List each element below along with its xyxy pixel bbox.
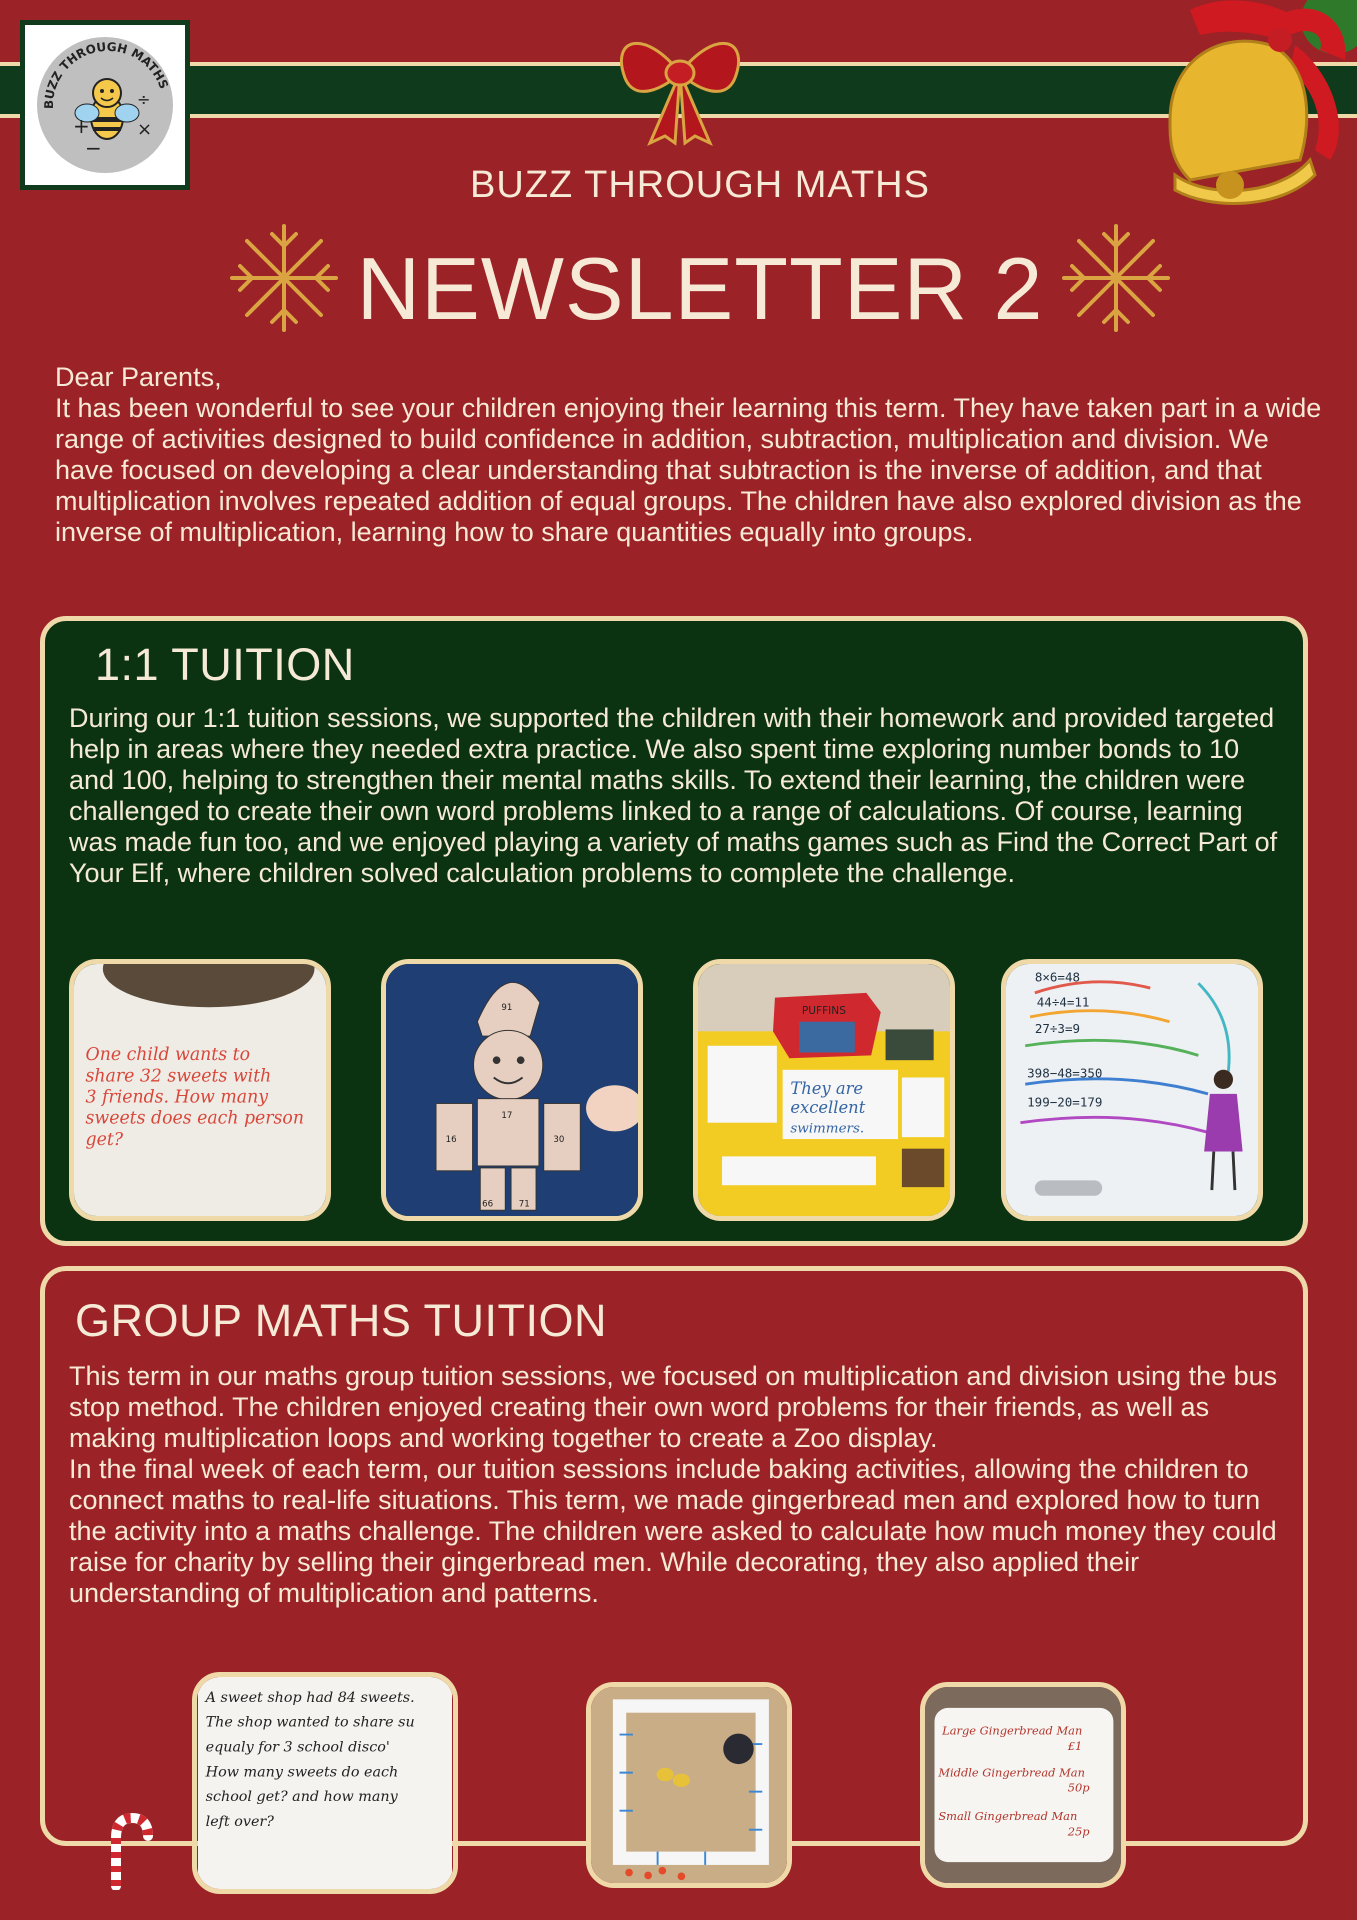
panel-body [69,1361,1284,1609]
elf-number: 16 [445,1134,457,1145]
panel-heading: GROUP MATHS TUITION [75,1295,608,1346]
sweet-shop-line: school get? and how many [205,1789,398,1806]
greeting: Dear Parents, [55,362,222,392]
puffin-label: PUFFINS [801,1005,846,1018]
sweet-shop-line: equaly for 3 school disco' [205,1739,390,1756]
svg-text:−: − [85,136,102,160]
sweet-shop-line: A sweet shop had 84 sweets. [205,1689,415,1706]
loop-equation: 44÷4=11 [1036,994,1090,1010]
word-problem-line: sweets does each person [85,1108,305,1129]
price-line: £1 [1067,1738,1083,1753]
newsletter-title: NEWSLETTER 2 [356,239,1044,338]
word-problem-line: share 32 sweets with [85,1066,272,1087]
intro-body: It has been wonderful to see your children enjoying their learning this term. They have taken part in a wide range of activities designed to build confidence in addition, subtraction, multiplication and division. We have focused on developing a clear understanding that subtraction is the inverse of addition, and that multiplication involves repeated addition of equal groups. The children have also explored division as the inverse of multiplication, learning how to share quantities equally into groups. [55,393,1322,547]
panel-body: During our 1:1 tuition sessions, we supported the children with their homework and provided targeted help in areas where they needed extra practice. We also spent time exploring number bonds to 10 and 100, helping to strengthen their mental maths skills. To extend their learning, the children were challenged to create their own word problems linked to a range of calculations. Of course, learning was made fun too, and we enjoyed playing a variety of maths games such as Find the Correct Part of Your Elf, where children solved calculation problems to complete the challenge. [69,703,1278,888]
puffin-note-line: excellent [790,1098,866,1118]
candy-cane-icon [102,1810,156,1890]
panel-heading: 1:1 TUITION [95,639,355,690]
sweet-shop-word-problem-photo [192,1672,458,1894]
price-line: 50p [1067,1780,1090,1795]
word-problem-line: get? [85,1129,124,1150]
price-line: Large Gingerbread Man [942,1723,1083,1738]
price-line: Small Gingerbread Man [938,1809,1078,1824]
elf-number: 30 [553,1134,565,1145]
sweet-shop-line: How many sweets do each [205,1764,399,1781]
elf-number: 71 [518,1199,530,1210]
word-problem-line: One child wants to [85,1045,251,1066]
price-line: Middle Gingerbread Man [938,1765,1085,1780]
elf-number: 66 [482,1199,494,1210]
loop-equation: 27÷3=9 [1034,1021,1081,1037]
elf-number: 91 [501,1003,513,1014]
word-problem-line: 3 friends. How many [85,1087,269,1108]
puffin-display-photo [693,959,955,1221]
word-problem-photo [69,959,331,1221]
brand-name: BUZZ THROUGH MATHS [470,164,930,206]
group-paragraph: In the final week of each term, our tuition sessions include baking activities, allowing the children to connect maths to real-life situations. This term, we made gingerbread men and explored how to turn the activity into a maths challenge. The children were asked to calculate how much money they could raise for charity by selling their gingerbread men. While decorating, they also applied their understanding of multiplication and patterns. [69,1454,1277,1608]
puffin-note-line: They are [790,1078,864,1098]
sweet-shop-line: left over? [205,1813,274,1830]
svg-text:+: + [73,114,90,138]
elf-number: 17 [501,1110,513,1121]
multiplication-loops-photo [1001,959,1263,1221]
bee-icon [25,25,185,185]
loop-equation: 398−48=350 [1027,1065,1103,1081]
sweet-shop-line: The shop wanted to share su [205,1714,415,1731]
svg-text:×: × [137,119,153,140]
loop-equation: 8×6=48 [1034,969,1081,985]
title-row [0,238,1357,340]
bow-icon [605,18,755,148]
intro-letter [55,362,1325,548]
one-to-one-tuition-panel [40,616,1308,1246]
group-paragraph: This term in our maths group tuition sessions, we focused on multiplication and division using the bus stop method. The children enjoyed creating their own word problems for their friends, as well as making multiplication loops and working together to create a Zoo display. [69,1361,1278,1453]
puffin-note-line: swimmers. [790,1121,865,1137]
gingerbread-prices-photo [920,1682,1126,1888]
logo-text: BUZZ THROUGH MATHS [41,39,172,110]
price-line: 25p [1067,1824,1090,1839]
loop-equation: 199−20=179 [1027,1094,1103,1110]
svg-text:÷: ÷ [137,90,151,109]
bee-bot-mat-photo [586,1682,792,1888]
elf-game-photo [381,959,643,1221]
